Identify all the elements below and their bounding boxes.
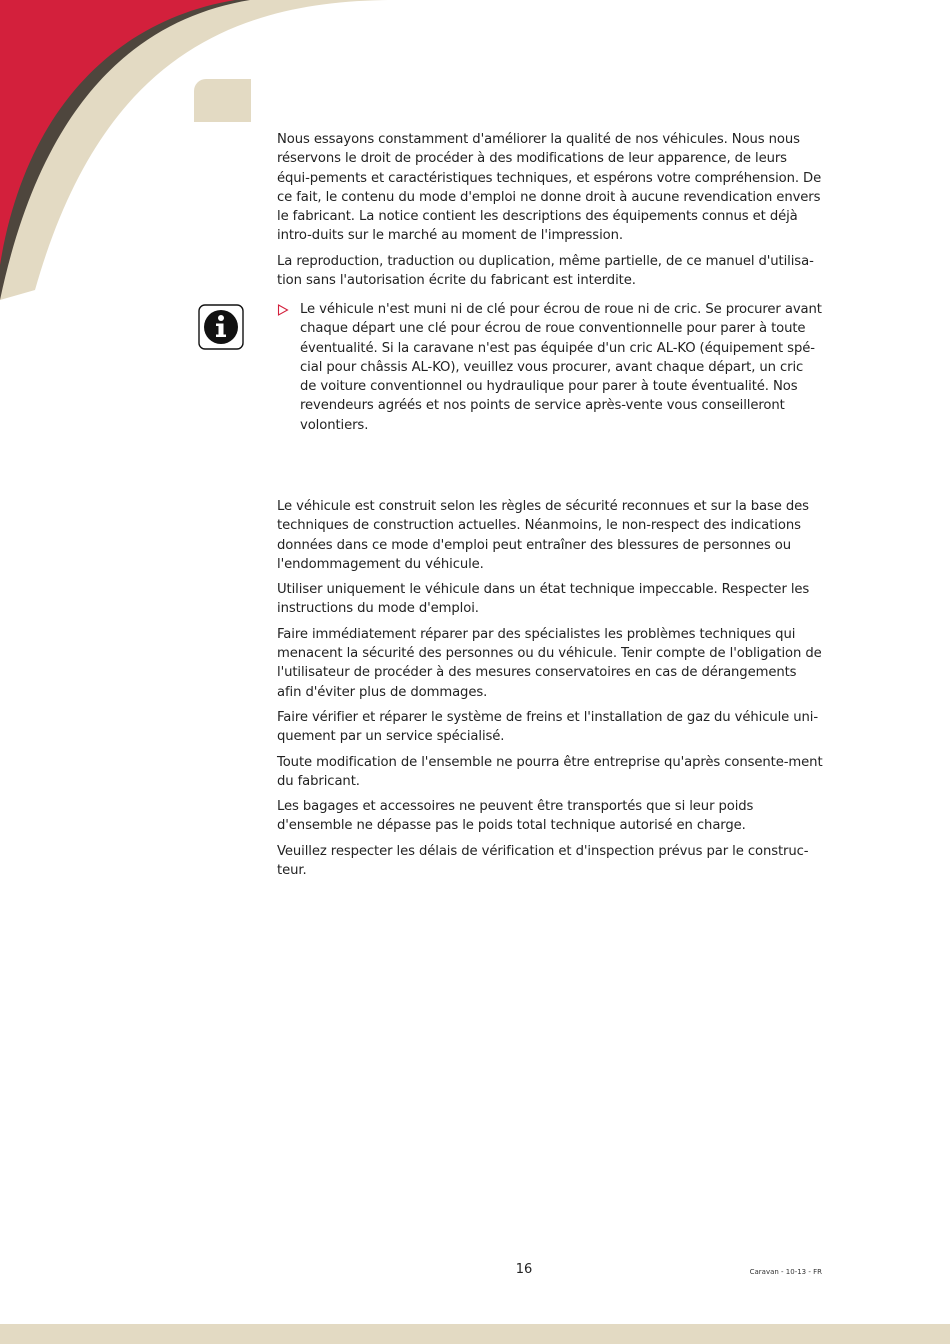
- intro-section: [277, 130, 823, 296]
- info-icon: [198, 304, 244, 350]
- info-note: [277, 300, 823, 435]
- info-note-text: Le véhicule n'est muni ni de clé pour écrou de roue ni de cric. Se procurer avant chaque départ une clé pour écrou de roue conventionnelle pour parer à toute éventualité. Si la caravane n'est pas équipée d'un cric AL-KO (équipement spé-cial pour châssis AL-KO), veuillez vous procurer, avant chaque départ, un cric de voiture conventionnel ou hydraulique pour parer à toute éventualité. Nos revendeurs agréés et nos points de service après-vente vous conseilleront volontiers.: [300, 302, 822, 433]
- section-tab-marker: [194, 79, 251, 122]
- document-code: Caravan - 10-13 - FR: [749, 1268, 822, 1276]
- intro-paragraph: Nous essayons constamment d'améliorer la qualité de nos véhicules. Nous nous réservons le droit de procéder à des modifications de leur apparence, de leurs équi-pements et caractéristiques techniques, et espérons votre compréhension. De ce fait, le contenu du mode d'emploi ne donne droit à aucune revendication envers le fabricant. La notice contient les descriptions des équipements connus et déjà intro-duits sur le marché au moment de l'impression.: [277, 132, 822, 244]
- safety-section: [277, 497, 823, 886]
- safety-paragraph: Faire immédiatement réparer par des spécialistes les problèmes techniques qui menacent la sécurité des personnes ou du véhicule. Tenir compte de l'obligation de l'utilisateur de procéder à des mesures conservatoires en cas de dérangements afin d'éviter plus de dommages.: [277, 626, 822, 700]
- intro-paragraph: La reproduction, traduction ou duplication, même partielle, de ce manuel d'utilisa-tion sans l'autorisation écrite du fabricant est interdite.: [277, 253, 814, 289]
- safety-paragraph: Utiliser uniquement le véhicule dans un état technique impeccable. Respecter les instructions du mode d'emploi.: [277, 582, 810, 617]
- safety-paragraph: Toute modification de l'ensemble ne pourra être entreprise qu'après consente-ment du fabricant.: [277, 754, 823, 789]
- safety-paragraph: Le véhicule est construit selon les règles de sécurité reconnues et sur la base des techniques de construction actuelles. Néanmoins, le non-respect des indications données dans ce mode d'emploi peut entraîner des blessures de personnes ou l'endommagement du véhicule.: [277, 499, 809, 572]
- triangle-bullet-icon: [277, 304, 289, 316]
- safety-paragraph: Les bagages et accessoires ne peuvent être transportés que si leur poids d'ensemble ne dépasse pas le poids total technique autorisé en charge.: [277, 799, 754, 834]
- page-number: 16: [515, 1262, 533, 1277]
- safety-paragraph: Faire vérifier et réparer le système de freins et l'installation de gaz du véhicule uni-quement par un service spécialisé.: [277, 709, 819, 745]
- footer-band: [0, 1324, 950, 1344]
- safety-paragraph: Veuillez respecter les délais de vérification et d'inspection prévus par le construc-teur.: [277, 843, 809, 879]
